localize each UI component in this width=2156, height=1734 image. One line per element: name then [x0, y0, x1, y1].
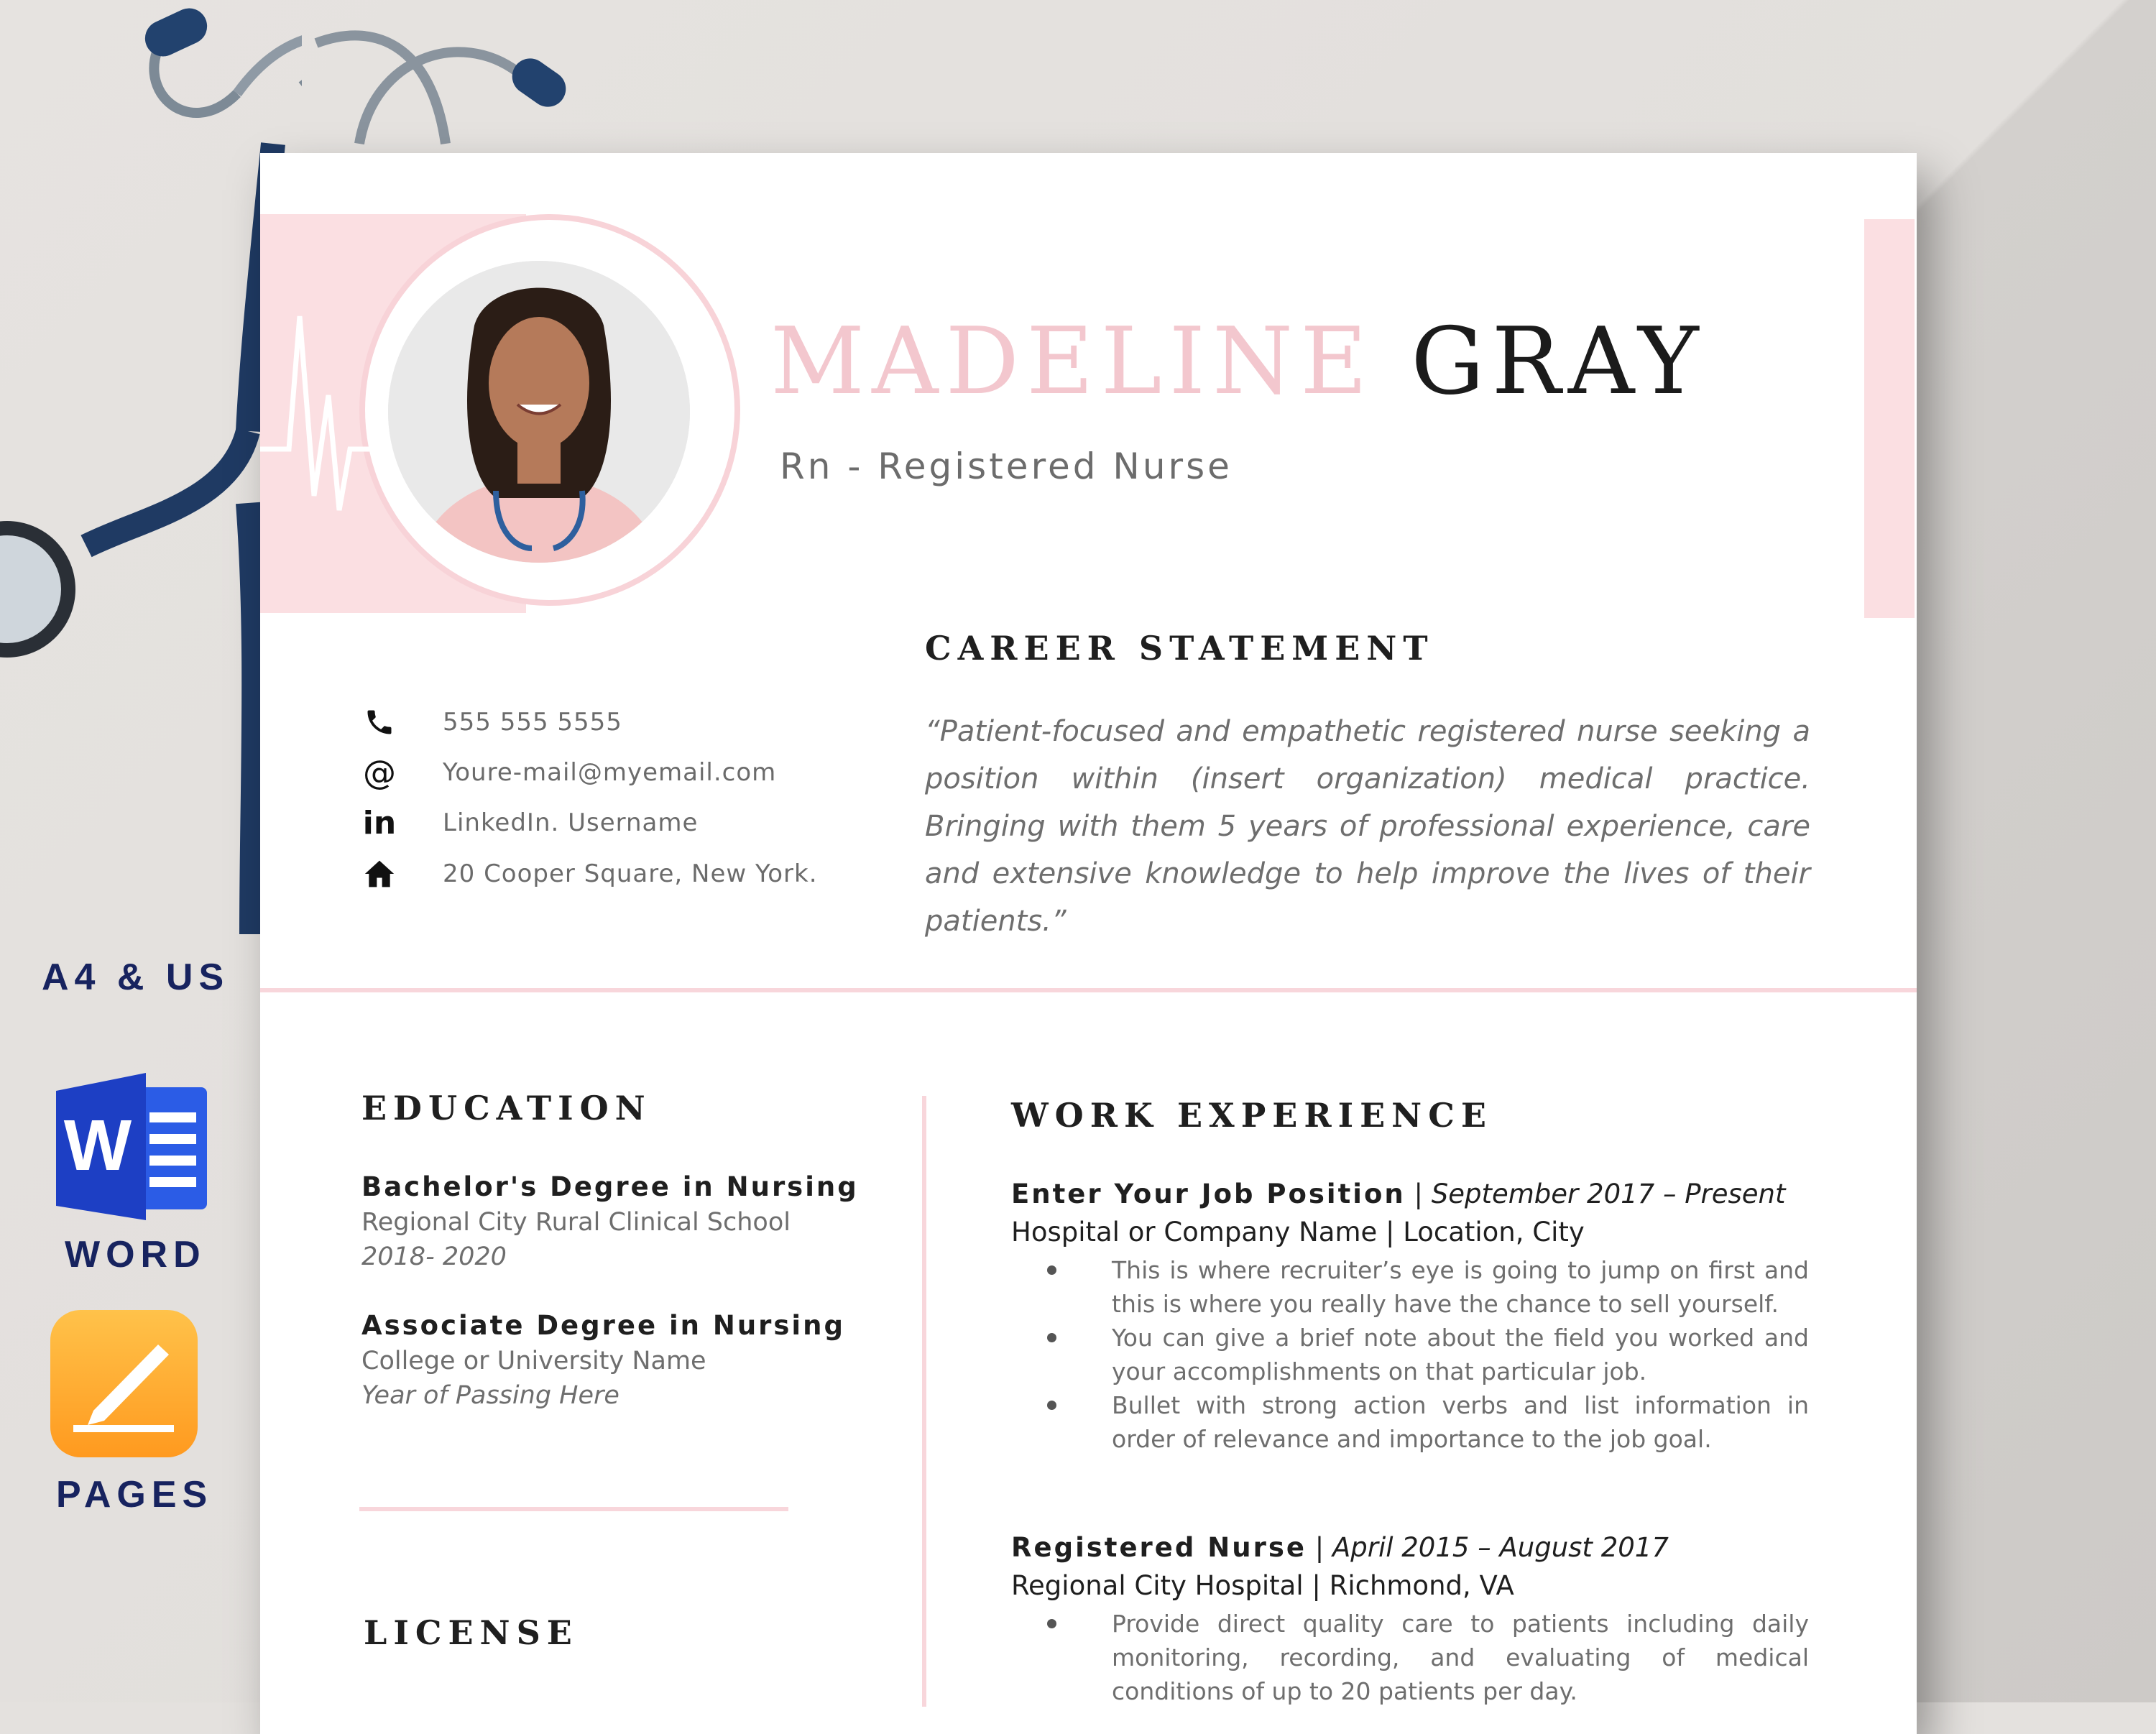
header-right-accent [1864, 219, 1915, 618]
list-item: You can give a brief note about the field you worked and your accomplishments on that particular job. [1011, 1321, 1809, 1388]
job-bullets [1011, 1253, 1809, 1456]
word-app-icon[interactable] [56, 1069, 211, 1225]
contact-phone [359, 702, 622, 742]
job-entry [1011, 1179, 1809, 1456]
home-icon [359, 854, 400, 894]
job-title: Rn - Registered Nurse [780, 446, 1233, 487]
education-years: Year of Passing Here [361, 1381, 619, 1410]
email-text[interactable]: Youre-mail@myemail.com [443, 758, 777, 787]
job-dates: September 2017 – Present [1431, 1179, 1786, 1209]
career-statement-text: “Patient-focused and empathetic registered nurse seeking a position within (insert organization) medical practice. Bringing with them 5 years of professional experience, care and extensive knowledge to help improve the lives of their patients.” [925, 715, 1810, 938]
at-sign-icon: @ [363, 753, 396, 792]
word-label: WORD [65, 1234, 206, 1276]
education-years: 2018- 2020 [361, 1242, 507, 1271]
contact-email [359, 752, 776, 793]
format-label: A4 & US [42, 956, 230, 998]
job-bullets [1011, 1607, 1809, 1708]
job-header: Registered Nurse | April 2015 – August 2017 [1011, 1532, 1669, 1563]
job-dates: April 2015 – August 2017 [1332, 1532, 1669, 1563]
work-heading: WORK EXPERIENCE [1011, 1096, 1493, 1135]
job-entry [1011, 1532, 1809, 1708]
pages-label: PAGES [56, 1474, 213, 1516]
svg-text:W: W [63, 1105, 132, 1186]
degree-name: Associate Degree in Nursing [361, 1310, 845, 1341]
linkedin-text[interactable]: LinkedIn. Username [443, 808, 699, 837]
education-heading: EDUCATION [361, 1089, 652, 1127]
degree-name: Bachelor's Degree in Nursing [361, 1171, 859, 1202]
contact-address [359, 854, 818, 894]
pages-app-icon[interactable] [50, 1310, 198, 1457]
phone-icon [359, 702, 400, 742]
profile-photo [388, 261, 690, 563]
job-position: Registered Nurse [1011, 1532, 1307, 1563]
list-item: This is where recruiter’s eye is going to jump on first and this is where you really have the chance to sell yourself. [1011, 1253, 1809, 1321]
stethoscope-illustration [0, 0, 302, 949]
list-item: Bullet with strong action verbs and list information in order of relevance and importance to the job goal. [1011, 1388, 1809, 1456]
education-divider [359, 1507, 788, 1511]
first-name: MADELINE [770, 308, 1375, 415]
license-heading: LICENSE [364, 1613, 579, 1652]
candidate-name [770, 308, 1706, 415]
job-company: Hospital or Company Name | Location, City [1011, 1217, 1585, 1248]
school-name: Regional City Rural Clinical School [361, 1208, 791, 1237]
job-position: Enter Your Job Position [1011, 1179, 1406, 1209]
education-item [361, 1171, 859, 1271]
education-item [361, 1310, 845, 1410]
contact-linkedin [359, 803, 698, 843]
section-divider [260, 988, 1917, 992]
school-name: College or University Name [361, 1347, 706, 1375]
job-company: Regional City Hospital | Richmond, VA [1011, 1570, 1514, 1601]
last-name: GRAY [1411, 308, 1706, 415]
job-header: Enter Your Job Position | September 2017 – Present [1011, 1179, 1786, 1209]
linkedin-icon: in [362, 804, 397, 841]
stethoscope-earpieces [273, 14, 589, 151]
column-divider [922, 1096, 926, 1707]
career-heading: CAREER STATEMENT [925, 629, 1434, 668]
phone-text: 555 555 5555 [443, 708, 622, 737]
heartbeat-icon [260, 287, 390, 532]
address-text: 20 Cooper Square, New York. [443, 859, 818, 888]
list-item: Provide direct quality care to patients including daily monitoring, recording, and evaluating of medical conditions of up to 20 patients per day. [1011, 1607, 1809, 1708]
